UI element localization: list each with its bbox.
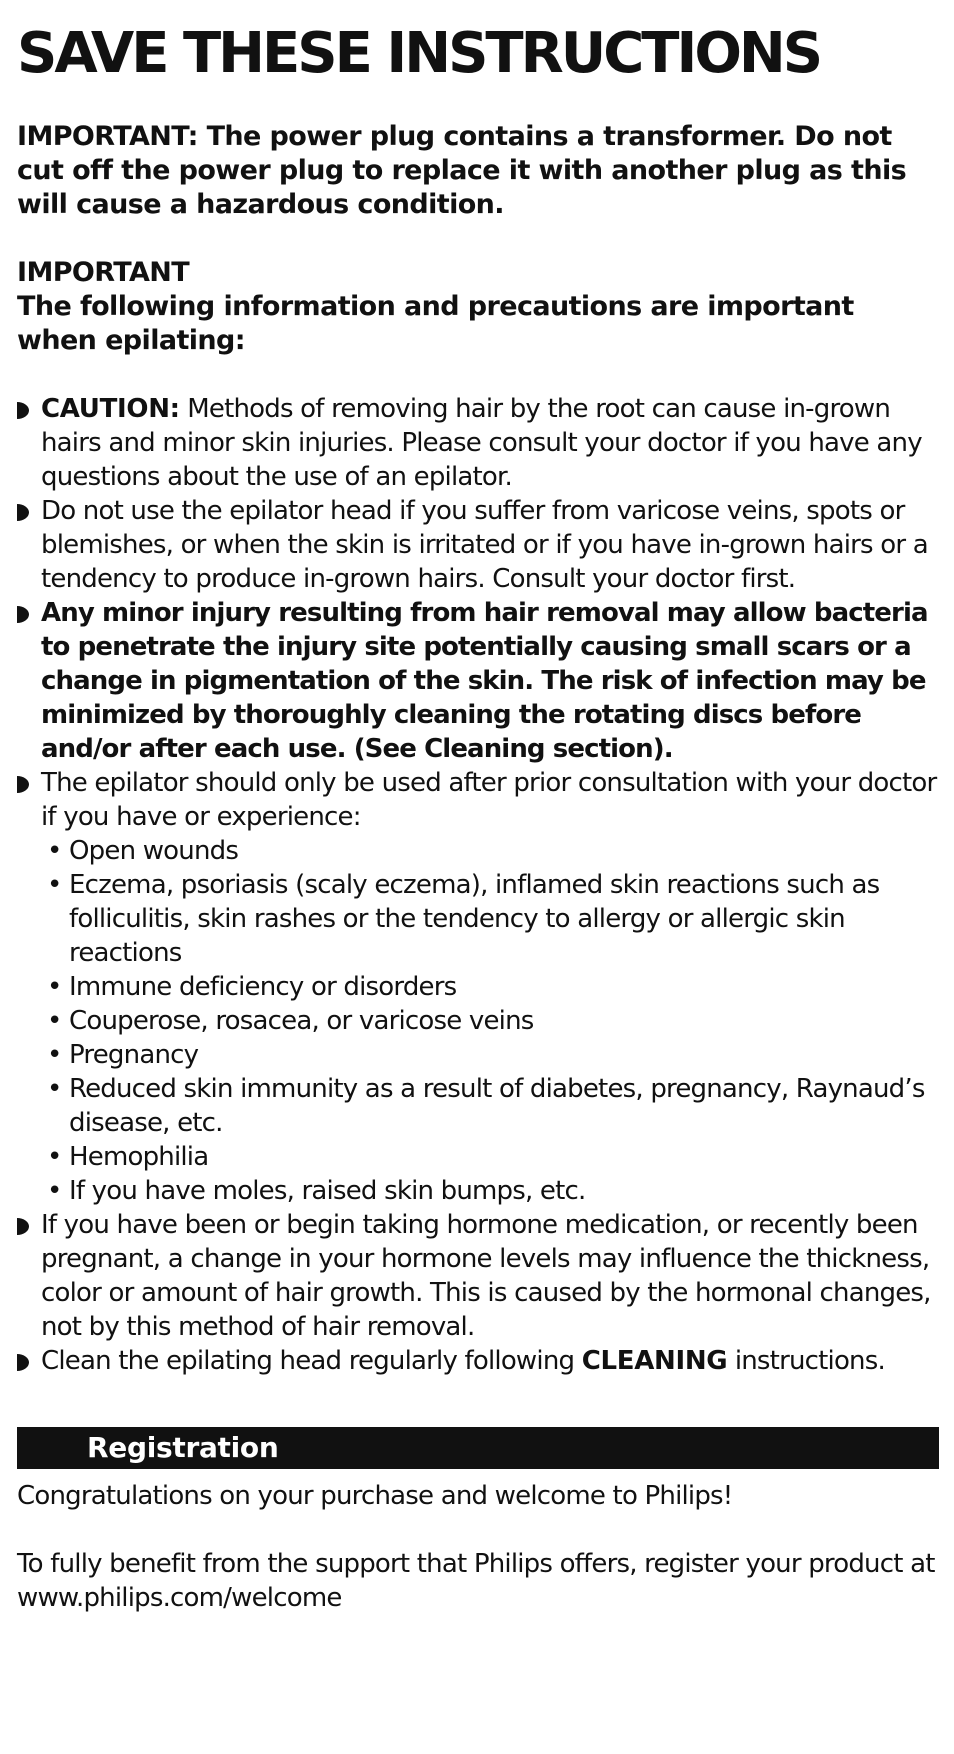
precaution-caution — [17, 392, 939, 494]
registration-instructions: To fully benefit from the support that Philips offers, register your product at www.philips.com/welcome — [17, 1549, 935, 1613]
important-subheading: The following information and precautions are important when epilating: — [17, 291, 854, 356]
condition-item: • Hemophilia — [47, 1142, 209, 1172]
registration-heading-bar: Registration — [17, 1427, 939, 1469]
half-circle-bullet-icon — [17, 776, 29, 793]
document-page — [17, 14, 939, 1615]
important-section-header — [17, 256, 939, 358]
condition-item: • Couperose, rosacea, or varicose veins — [47, 1006, 534, 1036]
condition-item: • If you have moles, raised skin bumps, etc. — [47, 1176, 586, 1206]
precaution-varicose — [17, 494, 939, 596]
precaution-cleaning — [17, 1344, 939, 1378]
half-circle-bullet-icon — [17, 402, 29, 419]
cleaning-text-end: instructions. — [727, 1346, 885, 1376]
half-circle-bullet-icon — [17, 606, 29, 623]
cleaning-keyword: CLEANING — [581, 1346, 728, 1376]
condition-item: • Eczema, psoriasis (scaly eczema), inflamed skin reactions such as folliculitis, skin rashes or the tendency to allergy or allergic skin reactions — [47, 870, 880, 968]
conditions-list — [41, 834, 939, 1208]
precautions-list — [17, 392, 939, 1378]
half-circle-bullet-icon — [17, 1354, 29, 1371]
cleaning-text: Clean the epilating head regularly following — [41, 1346, 582, 1376]
condition-item: • Pregnancy — [47, 1040, 199, 1070]
precaution-hormone — [17, 1208, 939, 1344]
important-heading: IMPORTANT — [17, 257, 190, 288]
page-title: SAVE THESE INSTRUCTIONS — [17, 21, 821, 86]
condition-item: • Reduced skin immunity as a result of diabetes, pregnancy, Raynaud’s disease, etc. — [47, 1074, 925, 1138]
caution-label: CAUTION: — [41, 394, 180, 424]
varicose-text: Do not use the epilator head if you suffer from varicose veins, spots or blemishes, or when the skin is irritated or if you have in-grown hairs or a tendency to produce in-grown hairs. Consult your doctor first. — [41, 496, 928, 594]
half-circle-bullet-icon — [17, 1218, 29, 1235]
caution-text: Methods of removing hair by the root can cause in-grown hairs and minor skin injuries. Please consult your doctor if you have any questions about the use of an epilator. — [41, 394, 922, 492]
condition-item: • Open wounds — [47, 836, 239, 866]
consult-text: The epilator should only be used after prior consultation with your doctor if you have or experience: — [41, 768, 937, 832]
precaution-consult — [17, 766, 939, 1208]
registration-welcome: Congratulations on your purchase and welcome to Philips! — [17, 1481, 733, 1511]
condition-item: • Immune deficiency or disorders — [47, 972, 457, 1002]
power-plug-warning: IMPORTANT: The power plug contains a transformer. Do not cut off the power plug to replace it with another plug as this will cause a hazardous condition. — [17, 121, 907, 220]
half-circle-bullet-icon — [17, 504, 29, 521]
injury-text: Any minor injury resulting from hair removal may allow bacteria to penetrate the injury site potentially causing small scars or a change in pigmentation of the skin. The risk of infection may be minimized by thoroughly cleaning the rotating discs before and/or after each use. (See Cleaning section). — [41, 598, 928, 764]
precaution-injury — [17, 596, 939, 766]
hormone-text: If you have been or begin taking hormone medication, or recently been pregnant, a change in your hormone levels may influence the thickness, color or amount of hair growth. This is caused by the hormonal changes, not by this method of hair removal. — [41, 1210, 931, 1342]
